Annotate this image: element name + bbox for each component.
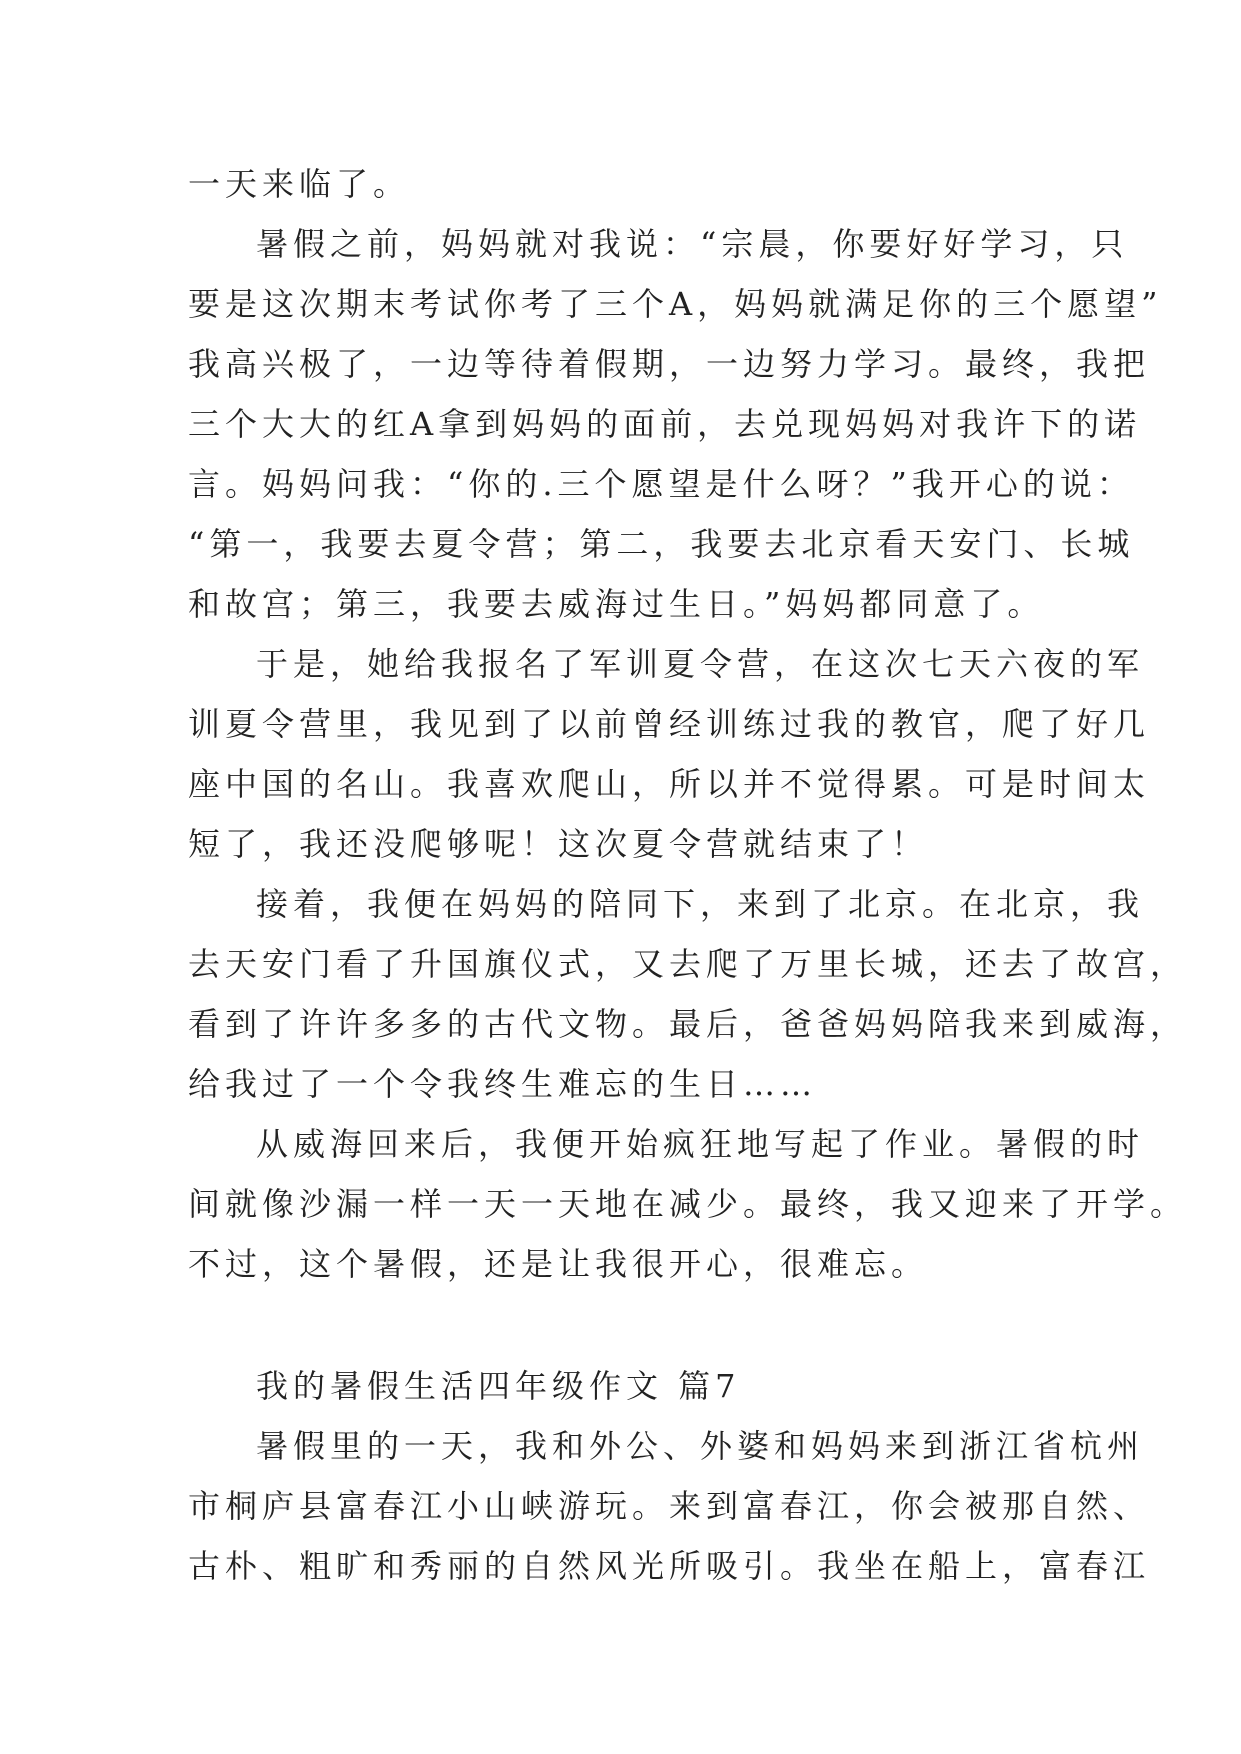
- text-line: 去天安门看了升国旗仪式，又去爬了万里长城，还去了故宫，: [188, 945, 1188, 983]
- text-line: 不过，这个暑假，还是让我很开心，很难忘。: [188, 1245, 929, 1283]
- text-line: “第一，我要去夏令营；第二，我要去北京看天安门、长城: [188, 525, 1135, 563]
- text-line: 一天来临了。: [188, 165, 411, 203]
- section-spacer: [188, 1294, 1068, 1356]
- text-line: 古朴、粗旷和秀丽的自然风光所吸引。我坐在船上，富春江: [188, 1547, 1151, 1585]
- text-line: 要是这次期末考试你考了三个A，妈妈就满足你的三个愿望”: [188, 285, 1163, 323]
- text-line: 间就像沙漏一样一天一天地在减少。最终，我又迎来了开学。: [188, 1185, 1188, 1223]
- text-line: 接着，我便在妈妈的陪同下，来到了北京。在北京，我: [256, 885, 1145, 923]
- text-line: 市桐庐县富春江小山峡游玩。来到富春江，你会被那自然、: [188, 1487, 1151, 1525]
- text-line: 短了，我还没爬够呢！这次夏令营就结束了！: [188, 825, 929, 863]
- text-line: 和故宫；第三，我要去威海过生日。”妈妈都同意了。: [188, 585, 1045, 623]
- text-line: 我高兴极了，一边等待着假期，一边努力学习。最终，我把: [188, 345, 1151, 383]
- text-line: 暑假之前，妈妈就对我说：“宗晨，你要好好学习，只: [256, 225, 1129, 263]
- text-line: 看到了许许多多的古代文物。最后，爸爸妈妈陪我来到威海，: [188, 1005, 1188, 1043]
- text-line: 于是，她给我报名了军训夏令营，在这次七天六夜的军: [256, 645, 1145, 683]
- text-line: 言。妈妈问我：“你的.三个愿望是什么呀？”我开心的说：: [188, 465, 1134, 503]
- text-line: 三个大大的红A拿到妈妈的面前，去兑现妈妈对我许下的诺: [188, 405, 1142, 443]
- section-heading: 我的暑假生活四年级作文 篇7: [256, 1367, 741, 1405]
- document-body: [188, 154, 1188, 1596]
- text-line: 给我过了一个令我终生难忘的生日……: [188, 1065, 818, 1103]
- text-line: 暑假里的一天，我和外公、外婆和妈妈来到浙江省杭州: [256, 1427, 1145, 1465]
- text-line: 训夏令营里，我见到了以前曾经训练过我的教官，爬了好几: [188, 705, 1151, 743]
- text-line: 从威海回来后，我便开始疯狂地写起了作业。暑假的时: [256, 1125, 1145, 1163]
- text-line: 座中国的名山。我喜欢爬山，所以并不觉得累。可是时间太: [188, 765, 1151, 803]
